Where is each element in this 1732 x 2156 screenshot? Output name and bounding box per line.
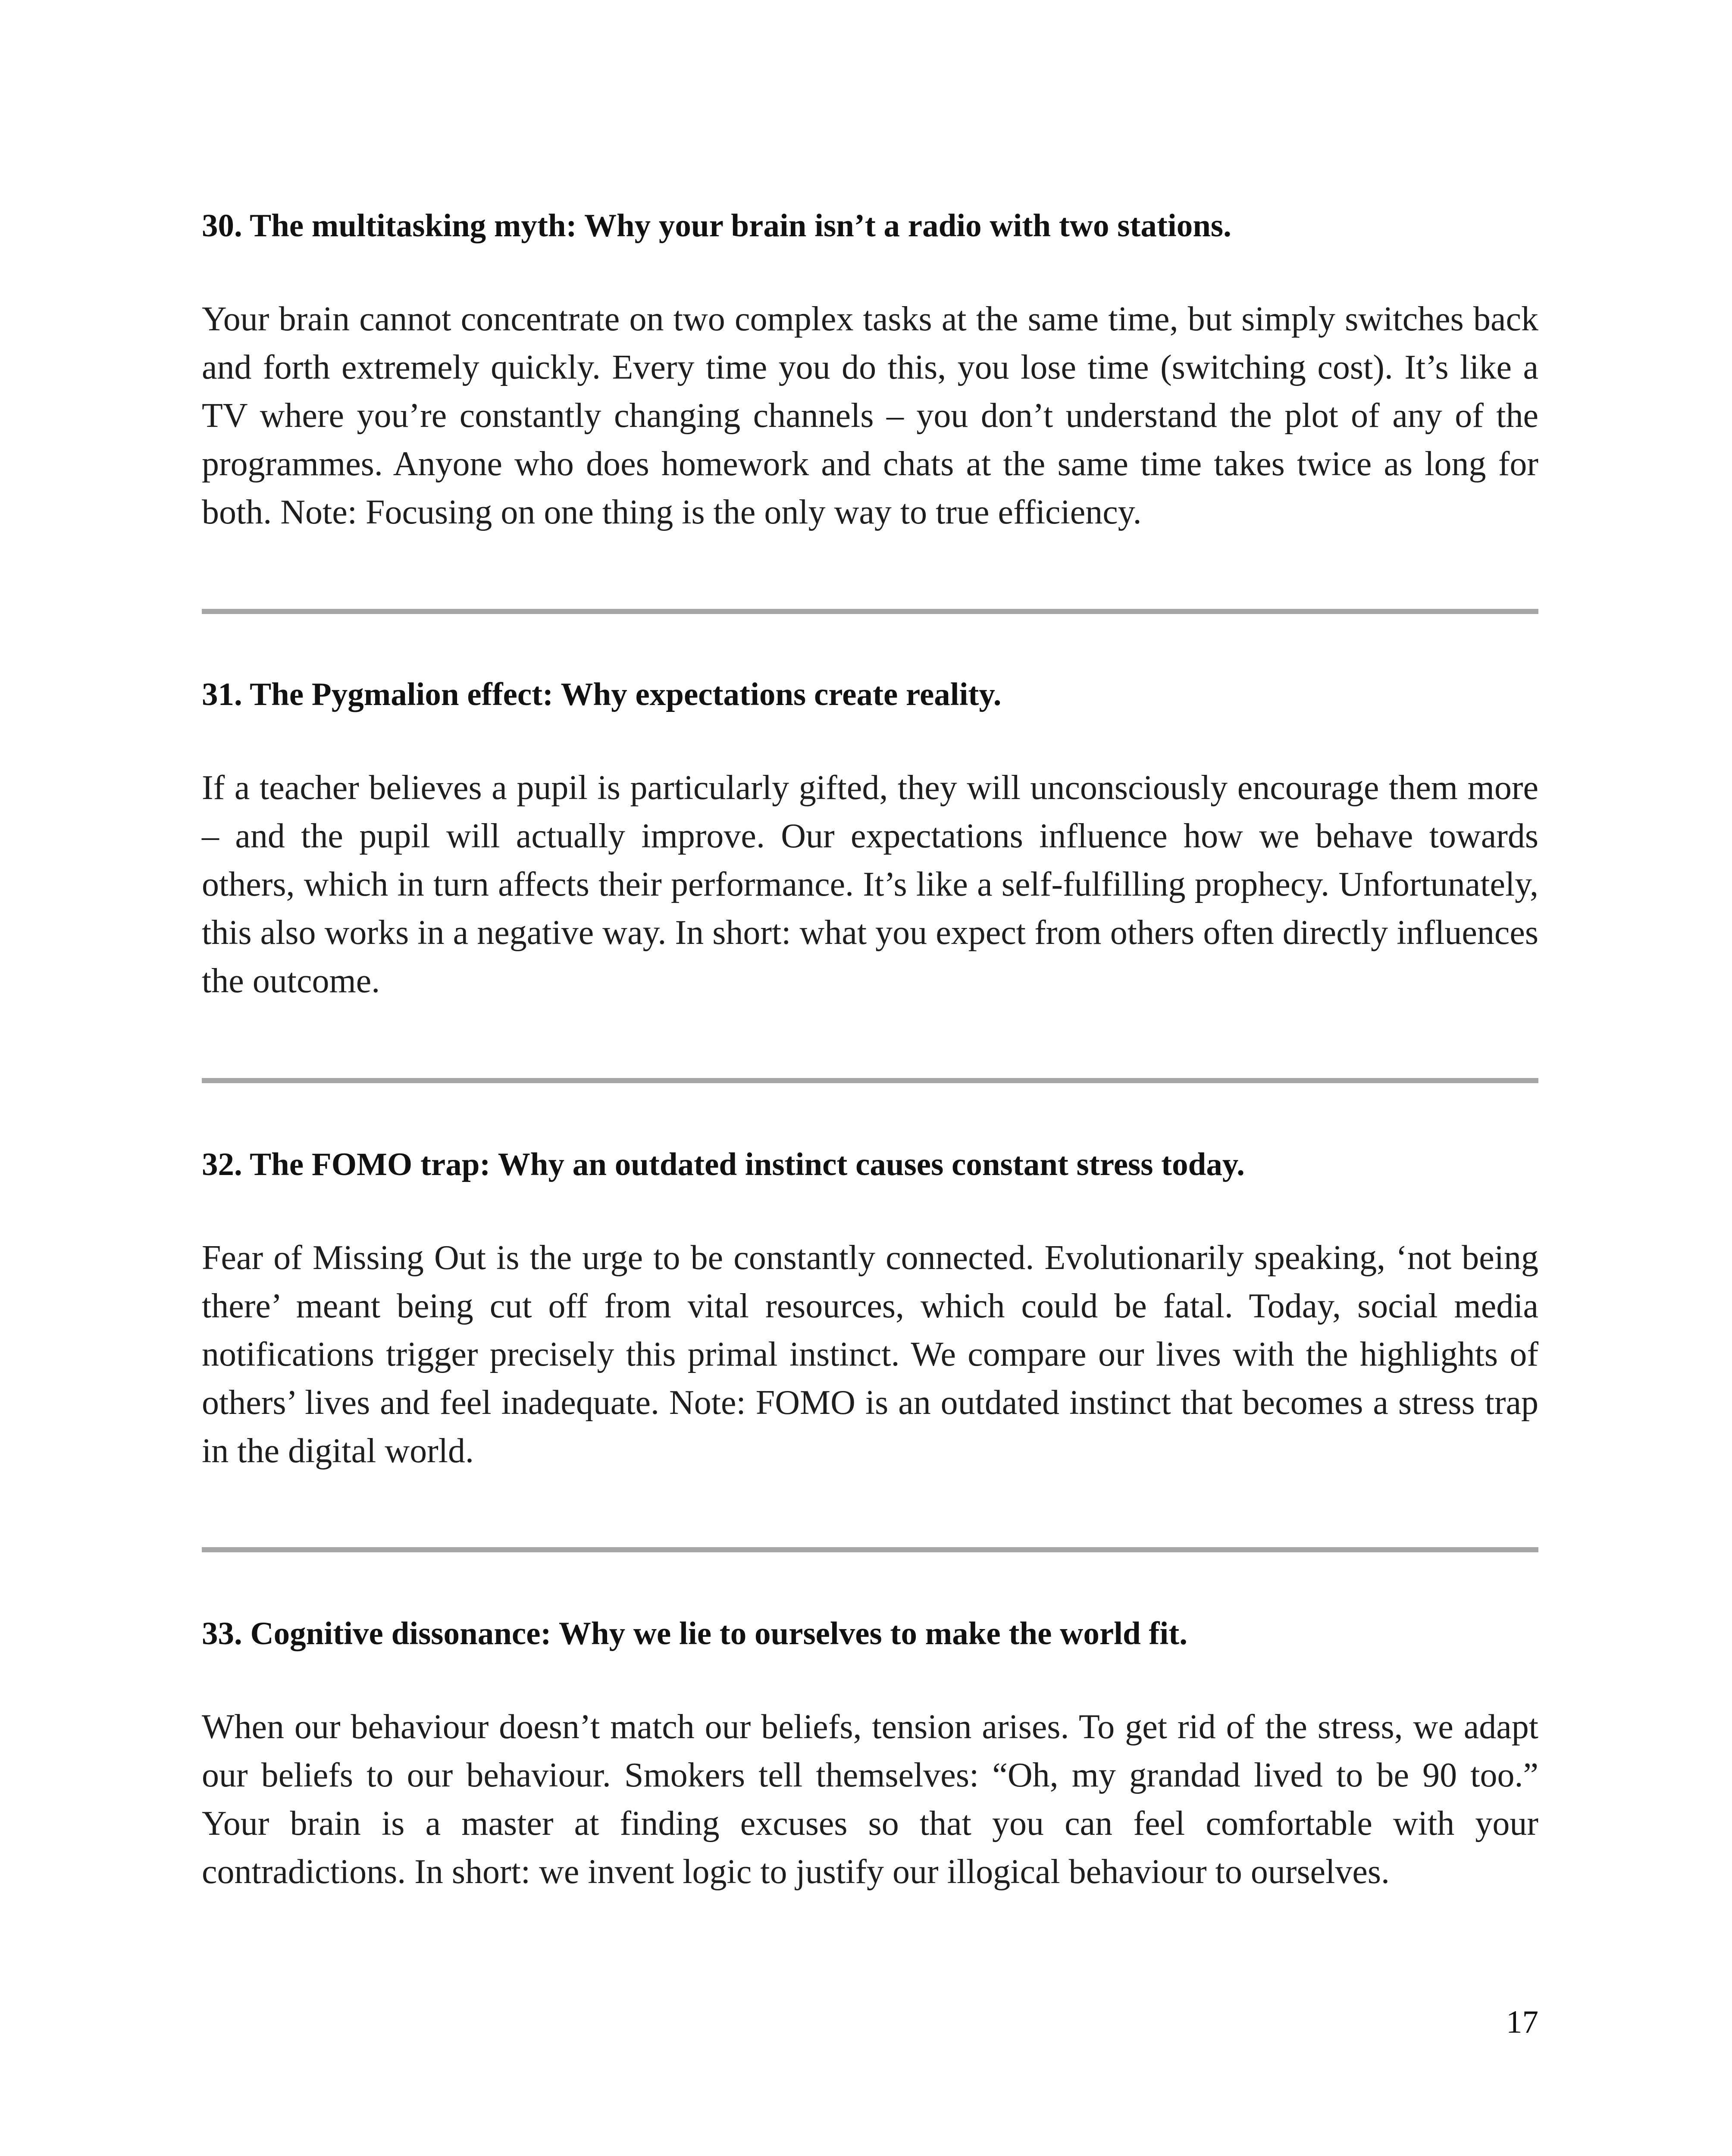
section-heading: 30. The multitasking myth: Why your brain isn’t a radio with two stations.: [202, 208, 1231, 244]
section-divider: [202, 609, 1538, 614]
section-body: If a teacher believes a pupil is particularly gifted, they will unconsciously encourage them more – and the pupil will actually improve. Our expectations influence how we behave towards others, which in turn affects their performance. It’s like a self-fulfilling prophecy. Unfortunately, this also works in a negative way. In short: what you expect from others often directly influences the outcome.: [202, 769, 1538, 1000]
section-divider: [202, 1547, 1538, 1552]
section-33: [202, 1610, 1538, 1896]
section-32: [202, 1141, 1538, 1475]
section-31: [202, 671, 1538, 1005]
section-body: Your brain cannot concentrate on two complex tasks at the same time, but simply switches back and forth extremely quickly. Every time you do this, you lose time (switching cost). It’s like a TV where you’re constantly changing channels – you don’t understand the plot of any of the programmes. Anyone who does homework and chats at the same time takes twice as long for both. Note: Focusing on one thing is the only way to true efficiency.: [202, 300, 1538, 531]
section-heading: 33. Cognitive dissonance: Why we lie to ourselves to make the world fit.: [202, 1616, 1187, 1651]
section-heading: 31. The Pygmalion effect: Why expectations create reality.: [202, 677, 1002, 712]
section-body: Fear of Missing Out is the urge to be constantly connected. Evolutionarily speaking, ‘not being there’ meant being cut off from vital resources, which could be fatal. Today, social media notifications trigger precisely this primal instinct. We compare our lives with the highlights of others’ lives and feel inadequate. Note: FOMO is an outdated instinct that becomes a stress trap in the digital world.: [202, 1239, 1538, 1470]
section-divider: [202, 1078, 1538, 1083]
page-number: 17: [1506, 2004, 1538, 2040]
section-body: When our behaviour doesn’t match our beliefs, tension arises. To get rid of the stress, we adapt our beliefs to our behaviour. Smokers tell themselves: “Oh, my grandad lived to be 90 too.” Your brain is a master at finding excuses so that you can feel comfortable with your contradictions. In short: we invent logic to justify our illogical behaviour to ourselves.: [202, 1708, 1538, 1891]
section-30: [202, 202, 1538, 536]
section-heading: 32. The FOMO trap: Why an outdated instinct causes constant stress today.: [202, 1147, 1245, 1182]
